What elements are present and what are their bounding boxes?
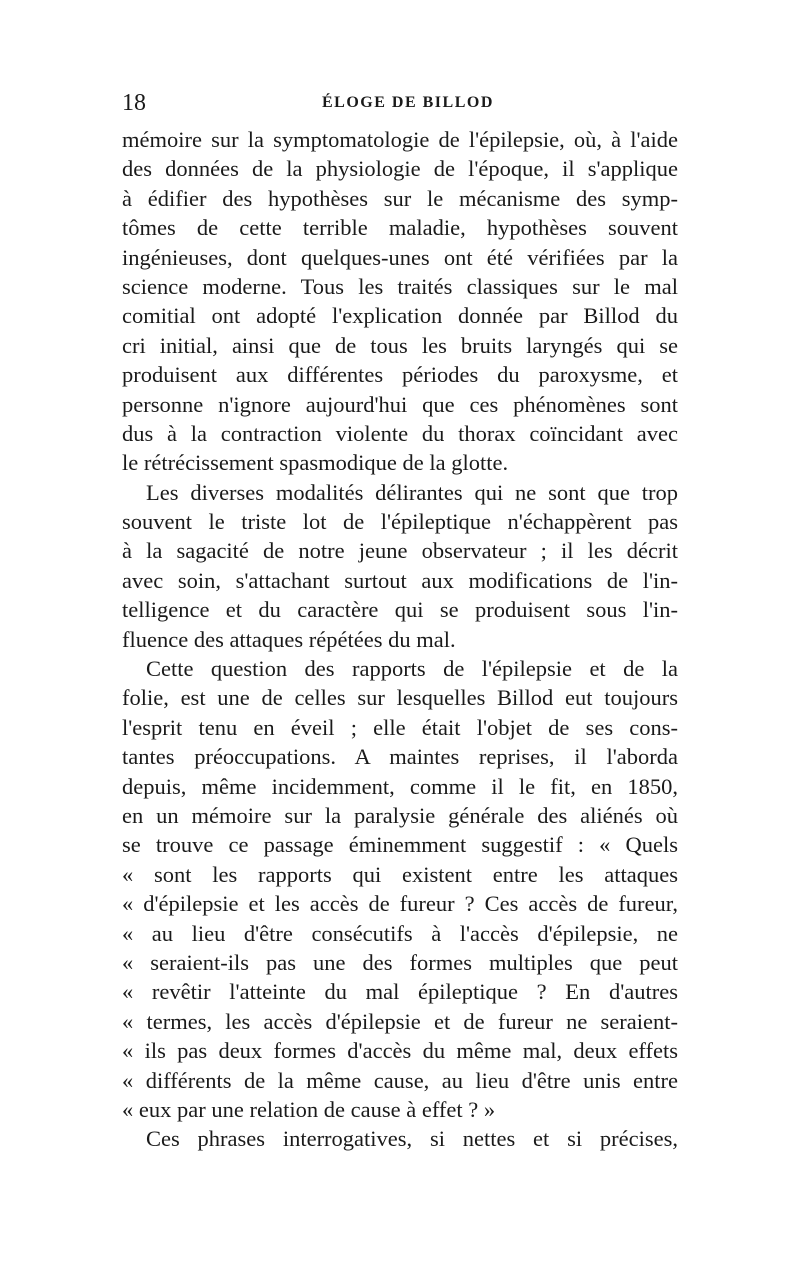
text-line: se trouve ce passage éminemment suggestif : « Quels <box>122 832 678 858</box>
page-header <box>122 88 682 118</box>
text-line: « revêtir l'atteinte du mal épileptique ? En d'autres <box>122 979 678 1005</box>
text-line: produisent aux différentes périodes du paroxysme, et <box>122 362 678 388</box>
text-line: depuis, même incidemment, comme il le fit, en 1850, <box>122 773 678 799</box>
text-line: avec soin, s'attachant surtout aux modifications de l'in- <box>122 567 678 593</box>
text-line: tantes préoccupations. A maintes reprises, il l'aborda <box>122 744 678 770</box>
text-line: des données de la physiologie de l'époque, il s'applique <box>122 156 678 182</box>
text-line: ingénieuses, dont quelques-unes ont été vérifiées par la <box>122 244 678 270</box>
text-line: Cette question des rapports de l'épilepsie et de la <box>146 656 678 682</box>
text-line: souvent le triste lot de l'épileptique n'échappèrent pas <box>122 509 678 535</box>
text-line: Ces phrases interrogatives, si nettes et si précises, <box>146 1126 678 1152</box>
text-line: tômes de cette terrible maladie, hypothèses souvent <box>122 215 678 241</box>
text-line: science moderne. Tous les traités classiques sur le mal <box>122 273 678 299</box>
text-line: à édifier des hypothèses sur le mécanisme des symp- <box>122 185 678 211</box>
running-head: ÉLOGE DE BILLOD <box>322 94 494 111</box>
text-line: personne n'ignore aujourd'hui que ces phénomènes sont <box>122 391 678 417</box>
text-line: dus à la contraction violente du thorax coïncidant avec <box>122 420 678 446</box>
text-line: « d'épilepsie et les accès de fureur ? Ces accès de fureur, <box>122 891 678 917</box>
text-line: folie, est une de celles sur lesquelles Billod eut toujours <box>122 685 678 711</box>
paragraph <box>122 478 678 654</box>
text-line: comitial ont adopté l'explication donnée par Billod du <box>122 303 678 329</box>
page-number: 18 <box>122 90 146 116</box>
paragraph <box>122 654 678 1124</box>
text-line: à la sagacité de notre jeune observateur ; il les décrit <box>122 538 678 564</box>
text-line: « seraient-ils pas une des formes multiples que peut <box>122 949 678 975</box>
text-line: « ils pas deux formes d'accès du même mal, deux effets <box>122 1038 678 1064</box>
text-line: en un mémoire sur la paralysie générale des aliénés où <box>122 802 678 828</box>
text-line: « eux par une relation de cause à effet ? » <box>122 1096 496 1122</box>
paragraph <box>122 1124 678 1153</box>
text-line: fluence des attaques répétées du mal. <box>122 626 456 652</box>
paragraph <box>122 125 678 478</box>
text-line: « différents de la même cause, au lieu d'être unis entre <box>122 1067 678 1093</box>
text-line: telligence et du caractère qui se produisent sous l'in- <box>122 597 678 623</box>
body-text <box>122 125 678 1154</box>
text-line: l'esprit tenu en éveil ; elle était l'objet de ses cons- <box>122 714 678 740</box>
text-line: Les diverses modalités délirantes qui ne sont que trop <box>146 479 678 505</box>
text-line: « sont les rapports qui existent entre les attaques <box>122 861 678 887</box>
text-line: le rétrécissement spasmodique de la glotte. <box>122 450 509 476</box>
text-line: mémoire sur la symptomatologie de l'épilepsie, où, à l'aide <box>122 127 678 152</box>
text-line: cri initial, ainsi que de tous les bruits laryngés qui se <box>122 332 678 358</box>
text-line: « au lieu d'être consécutifs à l'accès d'épilepsie, ne <box>122 920 678 946</box>
text-line: « termes, les accès d'épilepsie et de fureur ne seraient- <box>122 1008 678 1034</box>
